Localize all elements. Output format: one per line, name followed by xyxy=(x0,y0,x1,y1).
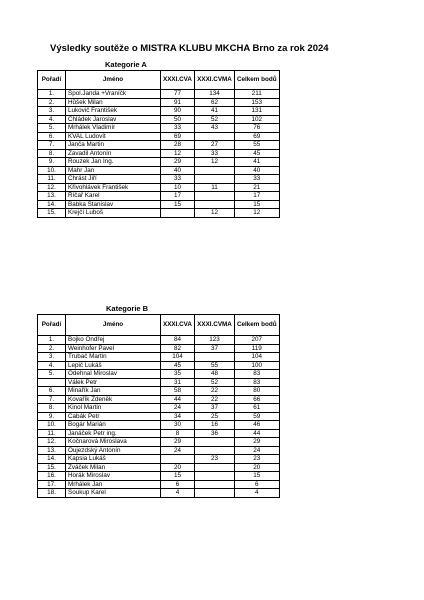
table-row xyxy=(38,124,280,133)
total-cell: 102 xyxy=(235,115,280,124)
total-cell: 59 xyxy=(235,412,280,421)
rank-cell: 2. xyxy=(38,98,66,107)
cva-cell xyxy=(161,455,195,464)
name-cell: Lepič Lukáš xyxy=(66,361,161,370)
results-table-category-b xyxy=(37,314,280,498)
cva-cell: 8 xyxy=(161,429,195,438)
cva-cell: 24 xyxy=(161,446,195,455)
rank-cell: 6. xyxy=(38,387,66,396)
cva-cell: 12 xyxy=(161,149,195,158)
table-row xyxy=(38,166,280,175)
table-row xyxy=(38,115,280,124)
cva-cell: 29 xyxy=(161,438,195,447)
name-cell: Kočnarová Miroslava xyxy=(66,438,161,447)
total-cell: 44 xyxy=(235,429,280,438)
name-cell: Horák Miroslav xyxy=(66,472,161,481)
table-row xyxy=(38,107,280,116)
cva-cell xyxy=(161,209,195,218)
total-cell: 12 xyxy=(235,209,280,218)
rank-cell: 10. xyxy=(38,166,66,175)
results-table-category-a xyxy=(37,70,280,218)
header-total: Celkem bodů xyxy=(235,71,280,90)
total-cell: 23 xyxy=(235,455,280,464)
cvma-cell: 52 xyxy=(195,378,235,387)
rank-cell: 1. xyxy=(38,90,66,99)
cva-cell: 35 xyxy=(161,370,195,379)
name-cell: Odehnal Miroslav xyxy=(66,370,161,379)
table-row xyxy=(38,412,280,421)
cva-cell: 34 xyxy=(161,412,195,421)
total-cell: 80 xyxy=(235,387,280,396)
table-row xyxy=(38,175,280,184)
total-cell: 45 xyxy=(235,149,280,158)
rank-cell: 13. xyxy=(38,192,66,201)
name-cell: Mrhálek Vladimír xyxy=(66,124,161,133)
rank-cell: 3. xyxy=(38,107,66,116)
table-row xyxy=(38,489,280,498)
category-a-heading: Kategorie A xyxy=(105,60,147,69)
cvma-cell: 134 xyxy=(195,90,235,99)
header-name: Jméno xyxy=(66,71,161,90)
name-cell: Babka Stanislav xyxy=(66,200,161,209)
rank-cell: 2. xyxy=(38,344,66,353)
cva-cell: 20 xyxy=(161,463,195,472)
cvma-cell: 55 xyxy=(195,361,235,370)
rank-cell: 11. xyxy=(38,429,66,438)
cvma-cell: 11 xyxy=(195,183,235,192)
name-cell: Kovařík Zdeněk xyxy=(66,395,161,404)
rank-cell: 10. xyxy=(38,421,66,430)
rank-cell: 17. xyxy=(38,480,66,489)
cvma-cell: 48 xyxy=(195,370,235,379)
name-cell: Janáček Petr ing. xyxy=(66,429,161,438)
cvma-cell: 22 xyxy=(195,395,235,404)
cvma-cell: 33 xyxy=(195,149,235,158)
table-row xyxy=(38,353,280,362)
name-cell: Janča Martin xyxy=(66,141,161,150)
cvma-cell xyxy=(195,472,235,481)
table-row xyxy=(38,446,280,455)
rank-cell: 16. xyxy=(38,472,66,481)
name-cell: Mrhálek Jan xyxy=(66,480,161,489)
cva-cell: 90 xyxy=(161,107,195,116)
cvma-cell: 25 xyxy=(195,412,235,421)
cva-cell: 17 xyxy=(161,192,195,201)
cva-cell: 30 xyxy=(161,421,195,430)
total-cell: 83 xyxy=(235,378,280,387)
rank-cell: 3. xyxy=(38,353,66,362)
total-cell: 100 xyxy=(235,361,280,370)
table-row xyxy=(38,378,280,387)
cvma-cell: 12 xyxy=(195,209,235,218)
header-rank: Pořadí xyxy=(38,315,66,336)
cva-cell: 28 xyxy=(161,141,195,150)
table-row xyxy=(38,200,280,209)
name-cell: Zavadil Antonín xyxy=(66,149,161,158)
rank-cell: 8. xyxy=(38,149,66,158)
rank-cell: 8. xyxy=(38,404,66,413)
name-cell: Spol.Janda +Vraníčk xyxy=(66,90,161,99)
cvma-cell xyxy=(195,132,235,141)
page-title: Výsledky soutěže o MISTRA KLUBU MKCHA Brno za rok 2024 xyxy=(50,43,329,54)
total-cell: 6 xyxy=(235,480,280,489)
cvma-cell: 43 xyxy=(195,124,235,133)
name-cell: Krejčí Luboš xyxy=(66,209,161,218)
total-cell: 69 xyxy=(235,132,280,141)
name-cell: Soukup Karel xyxy=(66,489,161,498)
cvma-cell: 37 xyxy=(195,404,235,413)
header-cva: XXXI.CVA xyxy=(161,315,195,336)
name-cell: Křivohlávek František xyxy=(66,183,161,192)
category-b-heading: Kategorie B xyxy=(106,304,149,313)
table-body-category-a xyxy=(38,90,280,218)
total-cell: 131 xyxy=(235,107,280,116)
cvma-cell xyxy=(195,438,235,447)
table-row xyxy=(38,395,280,404)
rank-cell: 15. xyxy=(38,209,66,218)
cva-cell: 45 xyxy=(161,361,195,370)
cva-cell: 82 xyxy=(161,344,195,353)
name-cell: Cabák Petr xyxy=(66,412,161,421)
name-cell: Válek Petr xyxy=(66,378,161,387)
table-row xyxy=(38,98,280,107)
total-cell: 41 xyxy=(235,158,280,167)
rank-cell: 12. xyxy=(38,183,66,192)
name-cell: Kapsia Lukáš xyxy=(66,455,161,464)
cva-cell: 69 xyxy=(161,132,195,141)
table-row xyxy=(38,336,280,345)
cvma-cell: 27 xyxy=(195,141,235,150)
name-cell: Bojko Ondřej xyxy=(66,336,161,345)
rank-cell: 14. xyxy=(38,455,66,464)
table-row xyxy=(38,421,280,430)
rank-cell: 14. xyxy=(38,200,66,209)
cvma-cell: 52 xyxy=(195,115,235,124)
cva-cell: 15 xyxy=(161,200,195,209)
total-cell: 33 xyxy=(235,175,280,184)
table-row xyxy=(38,361,280,370)
table-row xyxy=(38,183,280,192)
cvma-cell xyxy=(195,353,235,362)
rank-cell: 12. xyxy=(38,438,66,447)
cva-cell: 84 xyxy=(161,336,195,345)
header-name: Jméno xyxy=(66,315,161,336)
table-row xyxy=(38,370,280,379)
name-cell: Oujezdský Antonín xyxy=(66,446,161,455)
cva-cell: 6 xyxy=(161,480,195,489)
rank-cell: 1. xyxy=(38,336,66,345)
table-row xyxy=(38,438,280,447)
name-cell: Zváček Milan xyxy=(66,463,161,472)
total-cell: 211 xyxy=(235,90,280,99)
total-cell: 21 xyxy=(235,183,280,192)
rank-cell: 7. xyxy=(38,141,66,150)
total-cell: 20 xyxy=(235,463,280,472)
rank-cell: 5. xyxy=(38,370,66,379)
total-cell: 119 xyxy=(235,344,280,353)
table-row xyxy=(38,455,280,464)
table-row xyxy=(38,192,280,201)
table-row xyxy=(38,158,280,167)
name-cell: Minařík Jan xyxy=(66,387,161,396)
cva-cell: 40 xyxy=(161,166,195,175)
table-row xyxy=(38,429,280,438)
cvma-cell xyxy=(195,463,235,472)
header-cvma: XXXI.CVMA xyxy=(195,315,235,336)
table-header-row xyxy=(38,71,280,90)
header-cvma: XXXI.CVMA xyxy=(195,71,235,90)
header-cva: XXXI.CVA xyxy=(161,71,195,90)
header-total: Celkem bodů xyxy=(235,315,280,336)
total-cell: 15 xyxy=(235,200,280,209)
cvma-cell: 23 xyxy=(195,455,235,464)
cva-cell: 44 xyxy=(161,395,195,404)
total-cell: 29 xyxy=(235,438,280,447)
cva-cell: 50 xyxy=(161,115,195,124)
rank-cell: 4. xyxy=(38,115,66,124)
name-cell: Kinol Martin xyxy=(66,404,161,413)
header-rank: Pořadí xyxy=(38,71,66,90)
cvma-cell: 123 xyxy=(195,336,235,345)
cva-cell: 104 xyxy=(161,353,195,362)
rank-cell: 4. xyxy=(38,361,66,370)
total-cell: 46 xyxy=(235,421,280,430)
cvma-cell xyxy=(195,480,235,489)
total-cell: 83 xyxy=(235,370,280,379)
rank-cell: 18. xyxy=(38,489,66,498)
rank-cell: 15. xyxy=(38,463,66,472)
rank-cell: 5. xyxy=(38,124,66,133)
total-cell: 153 xyxy=(235,98,280,107)
total-cell: 76 xyxy=(235,124,280,133)
cvma-cell xyxy=(195,489,235,498)
name-cell: Chrást Jiří xyxy=(66,175,161,184)
name-cell: Lukovič František xyxy=(66,107,161,116)
total-cell: 4 xyxy=(235,489,280,498)
table-row xyxy=(38,141,280,150)
cva-cell: 29 xyxy=(161,158,195,167)
name-cell: Trubač Martin xyxy=(66,353,161,362)
name-cell: Weinhofer Pavel xyxy=(66,344,161,353)
cvma-cell: 36 xyxy=(195,429,235,438)
cvma-cell: 62 xyxy=(195,98,235,107)
cvma-cell: 22 xyxy=(195,387,235,396)
name-cell: Bogár Marián xyxy=(66,421,161,430)
cvma-cell: 37 xyxy=(195,344,235,353)
table-row xyxy=(38,463,280,472)
cva-cell: 91 xyxy=(161,98,195,107)
name-cell: Říčař Karel xyxy=(66,192,161,201)
table-row xyxy=(38,209,280,218)
table-row xyxy=(38,480,280,489)
cvma-cell xyxy=(195,175,235,184)
rank-cell: 9. xyxy=(38,412,66,421)
cva-cell: 24 xyxy=(161,404,195,413)
total-cell: 66 xyxy=(235,395,280,404)
table-row xyxy=(38,90,280,99)
cva-cell: 10 xyxy=(161,183,195,192)
name-cell: Mahr Jan xyxy=(66,166,161,175)
rank-cell: 9. xyxy=(38,158,66,167)
cva-cell: 33 xyxy=(161,175,195,184)
table-row xyxy=(38,132,280,141)
total-cell: 104 xyxy=(235,353,280,362)
cva-cell: 33 xyxy=(161,124,195,133)
rank-cell: 6. xyxy=(38,132,66,141)
table-row xyxy=(38,472,280,481)
cva-cell: 4 xyxy=(161,489,195,498)
total-cell: 61 xyxy=(235,404,280,413)
table-row xyxy=(38,387,280,396)
total-cell: 15 xyxy=(235,472,280,481)
name-cell: KVAL Ludovít xyxy=(66,132,161,141)
name-cell: Hůšek Milan xyxy=(66,98,161,107)
table-row xyxy=(38,344,280,353)
cvma-cell xyxy=(195,200,235,209)
cva-cell: 77 xyxy=(161,90,195,99)
cva-cell: 58 xyxy=(161,387,195,396)
table-header-row xyxy=(38,315,280,336)
total-cell: 55 xyxy=(235,141,280,150)
rank-cell: 7. xyxy=(38,395,66,404)
rank-cell: 11. xyxy=(38,175,66,184)
table-row xyxy=(38,149,280,158)
name-cell: Chládek Jaroslav xyxy=(66,115,161,124)
cvma-cell xyxy=(195,192,235,201)
total-cell: 207 xyxy=(235,336,280,345)
rank-cell: 13. xyxy=(38,446,66,455)
cvma-cell xyxy=(195,166,235,175)
cvma-cell: 41 xyxy=(195,107,235,116)
name-cell: Rouzek Jan Ing. xyxy=(66,158,161,167)
cvma-cell xyxy=(195,446,235,455)
cvma-cell: 12 xyxy=(195,158,235,167)
total-cell: 17 xyxy=(235,192,280,201)
table-body-category-b xyxy=(38,336,280,498)
cva-cell: 15 xyxy=(161,472,195,481)
rank-cell xyxy=(38,378,66,387)
total-cell: 24 xyxy=(235,446,280,455)
cvma-cell: 16 xyxy=(195,421,235,430)
cva-cell: 31 xyxy=(161,378,195,387)
total-cell: 40 xyxy=(235,166,280,175)
table-row xyxy=(38,404,280,413)
